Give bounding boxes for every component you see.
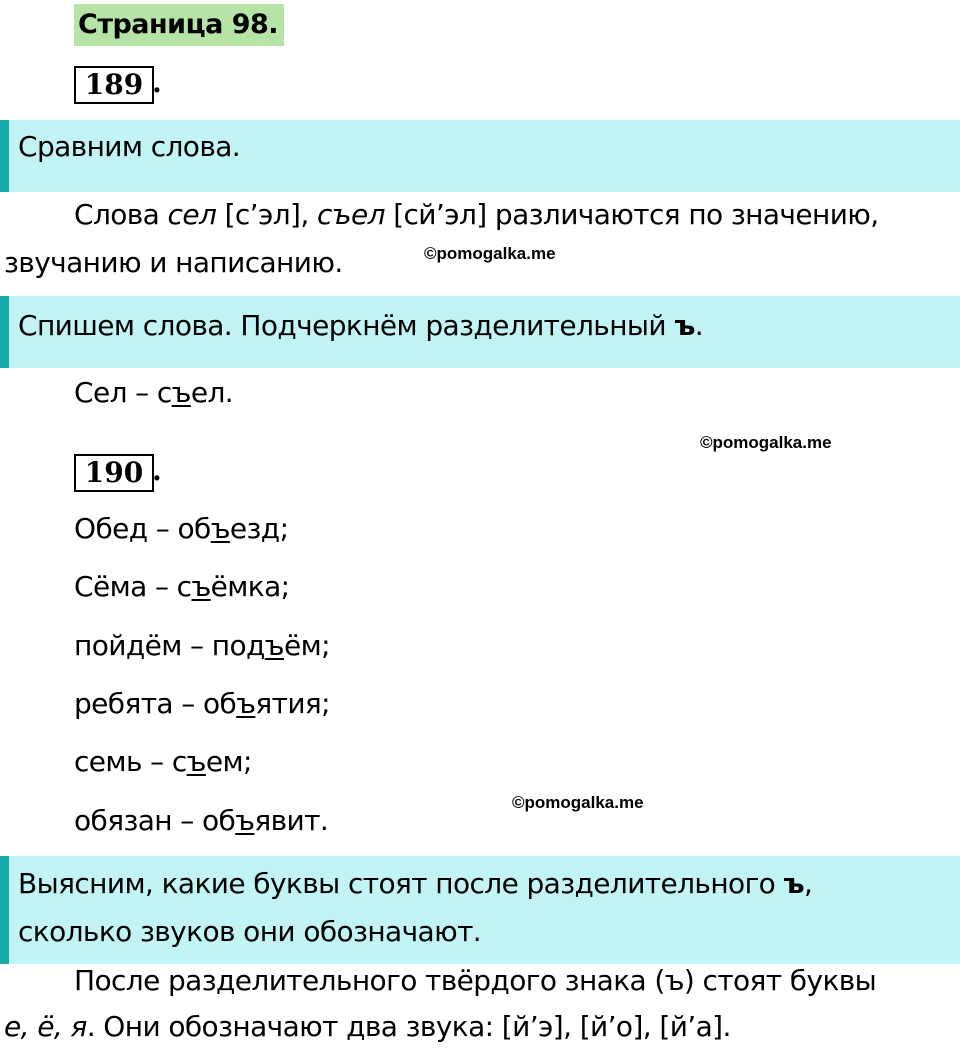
word-pair-5 (74, 745, 252, 778)
underlined-hard-sign: ъ (171, 376, 191, 409)
answer-conclusion-line-2 (4, 1010, 731, 1043)
word-pair-2 (74, 570, 290, 603)
hard-sign-bold: ъ (783, 867, 804, 900)
answer-text: [сй’эл] различаются по значению, (384, 198, 879, 231)
instruction-text: Выясним, какие буквы стоят после разделительного (18, 867, 784, 900)
answer-text: Слова (74, 198, 168, 231)
answer-paragraph-line-1 (74, 198, 879, 231)
underlined-hard-sign: ъ (186, 745, 206, 778)
instruction-text: . (694, 309, 704, 342)
underlined-hard-sign: ъ (210, 512, 230, 545)
task-number-dot: . (152, 454, 162, 487)
answer-text: Сел – с (74, 376, 172, 409)
page-title: Страница 98. (74, 4, 284, 46)
instruction-copy-words (0, 296, 960, 368)
underlined-hard-sign: ъ (235, 804, 255, 837)
word-pair-text: езд; (229, 512, 289, 545)
hard-sign-bold: ъ (674, 309, 695, 342)
watermark: ©pomogalka.me (512, 793, 644, 812)
instruction-text: Сравним слова. (18, 130, 241, 163)
underlined-hard-sign: ъ (264, 629, 284, 662)
instruction-text: Спишем слова. Подчеркнём разделительный (18, 309, 675, 342)
word-pair-text: ятия; (255, 687, 331, 720)
word-pair-1 (74, 512, 288, 545)
word-pair-6 (74, 804, 328, 837)
underlined-hard-sign: ъ (191, 570, 211, 603)
task-number-189: 189 (74, 66, 154, 104)
answer-paragraph-line-2: звучанию и написанию. (4, 246, 343, 279)
word-pair-text: обязан – об (74, 804, 236, 837)
word-pair-text: пойдём – под (74, 629, 265, 662)
instruction-line-2: сколько звуков они обозначают. (18, 915, 482, 948)
answer-sel-sjel (74, 376, 233, 409)
answer-text: [с’эл], (216, 198, 317, 231)
instruction-letters-after-hard-sign (0, 856, 960, 964)
answer-conclusion-line-1: После разделительного твёрдого знака (ъ) стоят буквы (74, 964, 877, 997)
word-pair-text: явит. (254, 804, 329, 837)
word-pair-4 (74, 687, 330, 720)
word-pair-text: ём; (283, 629, 330, 662)
letters-italic: е, ё, я (4, 1010, 87, 1043)
word-pair-text: Сёма – с (74, 570, 192, 603)
word-pair-text: ёмка; (210, 570, 290, 603)
instruction-text: , (803, 867, 813, 900)
instruction-compare-words (0, 120, 960, 192)
word-sel: сел (167, 198, 217, 231)
word-pair-text: ем; (205, 745, 252, 778)
underlined-hard-sign: ъ (236, 687, 256, 720)
answer-text: . Они обозначают два звука: [й’э], [й’о], [й’а]. (86, 1010, 731, 1043)
task-number-190: 190 (74, 454, 154, 492)
word-pair-text: семь – с (74, 745, 187, 778)
word-pair-text: ребята – об (74, 687, 237, 720)
word-sjel: съел (316, 198, 385, 231)
instruction-line-1 (18, 860, 960, 908)
word-pair-3 (74, 629, 330, 662)
word-pair-text: Обед – об (74, 512, 211, 545)
task-number-dot: . (152, 66, 162, 99)
watermark: ©pomogalka.me (424, 244, 556, 263)
watermark: ©pomogalka.me (700, 433, 832, 452)
answer-text: ел. (190, 376, 234, 409)
